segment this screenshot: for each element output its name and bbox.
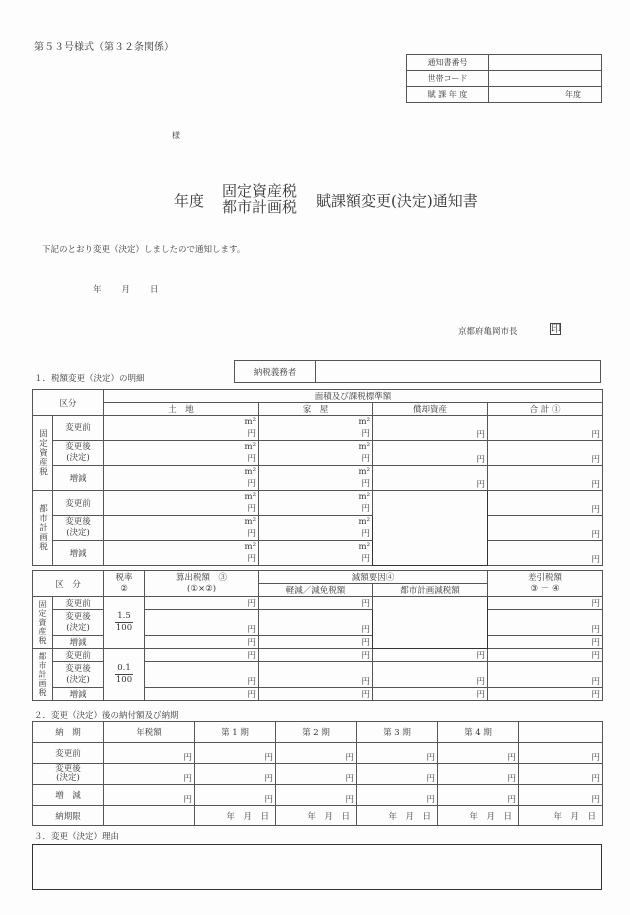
net-tax-header: 差引税額 ③ － ④ (488, 571, 603, 597)
taxpayer-box (234, 360, 601, 383)
annual-before[interactable]: 円 (104, 743, 195, 764)
p1-before[interactable]: 円 (195, 743, 276, 764)
p1-change[interactable]: 円 (195, 785, 276, 806)
title-tax-fixed-asset: 固定資産税 (222, 182, 298, 200)
row-label-change: 増減 (53, 466, 104, 491)
relief-header: 軽減／減免税額 (259, 584, 373, 597)
reduction-header: 減額要因④ (259, 571, 488, 584)
relief-before[interactable]: 円 (259, 597, 373, 610)
taxpayer-field[interactable] (316, 361, 601, 383)
house-before[interactable]: m² 円 (259, 416, 373, 441)
rate-fixed-asset (104, 597, 145, 649)
p3-change[interactable]: 円 (357, 785, 438, 806)
row-label-change: 増減 (53, 541, 104, 566)
area-tax-base-header: 面積及び課税標準額 (104, 390, 603, 403)
due-annual-blank (104, 806, 195, 826)
calc-row-after: 変更後 (決定) (53, 610, 104, 636)
row-label-after: 変更後 (決定) (53, 441, 104, 466)
cp-relief-after[interactable]: 円 (259, 662, 373, 688)
period2-header: 第 2 期 (276, 722, 357, 743)
form-number: 第５３号様式（第３２条関係） (34, 42, 174, 53)
city-reduction-header: 都市計画減税額 (373, 584, 488, 597)
house-change[interactable]: m² 円 (259, 466, 373, 491)
due-date-p1[interactable]: 年 月 日 (195, 806, 276, 826)
extra-period-header (519, 722, 603, 743)
date-year: 年 (93, 285, 102, 295)
cp-city-reduction-before[interactable]: 円 (373, 649, 488, 662)
cp-total-after[interactable]: 円 (488, 516, 603, 541)
cp-computed-before[interactable]: 円 (145, 649, 259, 662)
addressee-suffix: 様 (172, 131, 180, 140)
rate-denominator: 100 (115, 623, 133, 633)
p4-before[interactable]: 円 (438, 743, 519, 764)
due-date-p3[interactable]: 年 月 日 (357, 806, 438, 826)
date-day: 日 (150, 285, 159, 295)
row-label-before: 変更前 (53, 491, 104, 516)
cp-total-change[interactable]: 円 (488, 541, 603, 566)
tax-year-field[interactable]: 年度 (489, 87, 602, 103)
net-after[interactable]: 円 (488, 610, 603, 636)
rate-numerator: 0.1 (117, 663, 131, 673)
due-date-label: 納期限 (33, 806, 104, 826)
p4-change[interactable]: 円 (438, 785, 519, 806)
group-city-planning-tax: 都市計画税 (33, 491, 53, 566)
intro-text: 下記のとおり変更（決定）しましたので通知します。 (42, 245, 246, 255)
cp-net-before[interactable]: 円 (488, 649, 603, 662)
payment-row-change (33, 785, 603, 806)
notice-number-label: 通知書番号 (407, 55, 489, 71)
cp-net-change[interactable]: 円 (488, 688, 603, 701)
cp-house-change[interactable]: m² 円 (259, 541, 373, 566)
cp-computed-change[interactable]: 円 (145, 688, 259, 701)
rate-city-planning (104, 649, 145, 701)
household-code-field[interactable] (489, 71, 602, 87)
col-total: 合 計 ① (488, 403, 603, 416)
rate-numerator: 1.5 (117, 611, 131, 621)
period4-header: 第 4 期 (438, 722, 519, 743)
tax-year-label: 賦 課 年 度 (407, 87, 489, 103)
row-label-after: 変更後 (決定) (53, 516, 104, 541)
date-month: 月 (121, 285, 131, 295)
seal-icon: 印 (551, 324, 561, 335)
rate-denominator: 100 (115, 675, 133, 685)
cp-depreciable-blank (373, 491, 488, 566)
p3-before[interactable]: 円 (357, 743, 438, 764)
computed-after[interactable]: 円 (145, 610, 259, 636)
payment-table (32, 721, 603, 826)
col-land: 土 地 (104, 403, 259, 416)
reference-box (406, 54, 602, 103)
cp-house-before[interactable]: m² 円 (259, 491, 373, 516)
cp-city-reduction-change[interactable]: 円 (373, 688, 488, 701)
cp-relief-change[interactable]: 円 (259, 688, 373, 701)
p5-after[interactable]: 円 (519, 764, 603, 785)
cp-house-after[interactable]: m² 円 (259, 516, 373, 541)
p2-change[interactable]: 円 (276, 785, 357, 806)
taxpayer-label: 納税義務者 (235, 361, 316, 383)
section3-heading: ３．変更（決定）理由 (34, 832, 120, 842)
land-change[interactable]: m² 円 (104, 466, 259, 491)
relief-change[interactable]: 円 (259, 636, 373, 649)
due-date-p5[interactable]: 年 月 日 (519, 806, 603, 826)
section2-heading: ２．変更（決定）後の納付額及び納期 (34, 711, 179, 721)
payment-row-before (33, 743, 603, 764)
notice-number-field[interactable] (489, 55, 602, 71)
cp-city-reduction-after[interactable]: 円 (373, 662, 488, 688)
calc-row-change: 増減 (53, 636, 104, 649)
section1-heading: １．税額変更（決定）の明細 (34, 374, 145, 384)
issuer: 京都府亀岡市長 (458, 327, 518, 337)
annual-tax-header: 年税額 (104, 722, 195, 743)
household-code-label: 世帯コード (407, 71, 489, 87)
p2-before[interactable]: 円 (276, 743, 357, 764)
cp-land-after[interactable]: m² 円 (104, 516, 259, 541)
cp-total-before[interactable]: 円 (488, 491, 603, 516)
calc-row-change: 増減 (53, 688, 104, 701)
cp-relief-before[interactable]: 円 (259, 649, 373, 662)
due-header: 納 期 (33, 722, 104, 743)
row-label-before: 変更前 (53, 416, 104, 441)
reason-field[interactable] (32, 844, 602, 890)
land-before[interactable]: m² 円 (104, 416, 259, 441)
p5-before[interactable]: 円 (519, 743, 603, 764)
annual-change[interactable]: 円 (104, 785, 195, 806)
p2-after[interactable]: 円 (276, 764, 357, 785)
city-reduction-blank (373, 597, 488, 649)
calc-group-city-planning-tax: 都市計画税 (33, 649, 53, 701)
cp-computed-after[interactable]: 円 (145, 662, 259, 688)
detail-table (32, 389, 603, 566)
calc-table (32, 570, 603, 701)
due-date-p4[interactable]: 年 月 日 (438, 806, 519, 826)
computed-before[interactable]: 円 (145, 597, 259, 610)
p5-change[interactable]: 円 (519, 785, 603, 806)
payment-row-after (33, 764, 603, 785)
calc-row-after: 変更後 (決定) (53, 662, 104, 688)
calc-row-before: 変更前 (53, 649, 104, 662)
p3-after[interactable]: 円 (357, 764, 438, 785)
depreciable-before[interactable]: 円 (373, 416, 488, 441)
payment-row-label: 増 減 (33, 785, 104, 806)
cp-land-change[interactable]: m² 円 (104, 541, 259, 566)
net-change[interactable]: 円 (488, 636, 603, 649)
period1-header: 第 1 期 (195, 722, 276, 743)
payment-row-label: 変更後 (決定) (33, 764, 104, 785)
house-after[interactable]: m² 円 (259, 441, 373, 466)
calc-group-fixed-asset-tax: 固定資産税 (33, 597, 53, 649)
calc-kubun-header: 区 分 (33, 571, 104, 597)
depreciable-change[interactable]: 円 (373, 466, 488, 491)
due-date-row (33, 806, 603, 826)
total-before[interactable]: 円 (488, 416, 603, 441)
due-date-p2[interactable]: 年 月 日 (276, 806, 357, 826)
calc-row-before: 変更前 (53, 597, 104, 610)
period3-header: 第 3 期 (357, 722, 438, 743)
p1-after[interactable]: 円 (195, 764, 276, 785)
title-main: 賦課額変更(決定)通知書 (316, 192, 478, 210)
computed-change[interactable]: 円 (145, 636, 259, 649)
total-after[interactable]: 円 (488, 441, 603, 466)
depreciable-after[interactable]: 円 (373, 441, 488, 466)
cp-land-before[interactable]: m² 円 (104, 491, 259, 516)
rate-header: 税率 ② (104, 571, 145, 597)
computed-tax-header: 算出税額 ③ (①×②) (145, 571, 259, 597)
col-depreciable: 償却資産 (373, 403, 488, 416)
net-before[interactable]: 円 (488, 597, 603, 610)
kubun-header: 区分 (33, 390, 104, 416)
land-after[interactable]: m² 円 (104, 441, 259, 466)
p4-after[interactable]: 円 (438, 764, 519, 785)
group-fixed-asset-tax: 固定資産税 (33, 416, 53, 491)
col-house: 家 屋 (259, 403, 373, 416)
title-tax-city-planning: 都市計画税 (222, 198, 298, 216)
title-taxes (222, 183, 297, 215)
title-year: 年度 (174, 192, 205, 210)
annual-after[interactable]: 円 (104, 764, 195, 785)
cp-net-after[interactable]: 円 (488, 662, 603, 688)
payment-row-label: 変更前 (33, 743, 104, 764)
date-line (93, 283, 159, 295)
total-change[interactable]: 円 (488, 466, 603, 491)
relief-after[interactable]: 円 (259, 610, 373, 636)
